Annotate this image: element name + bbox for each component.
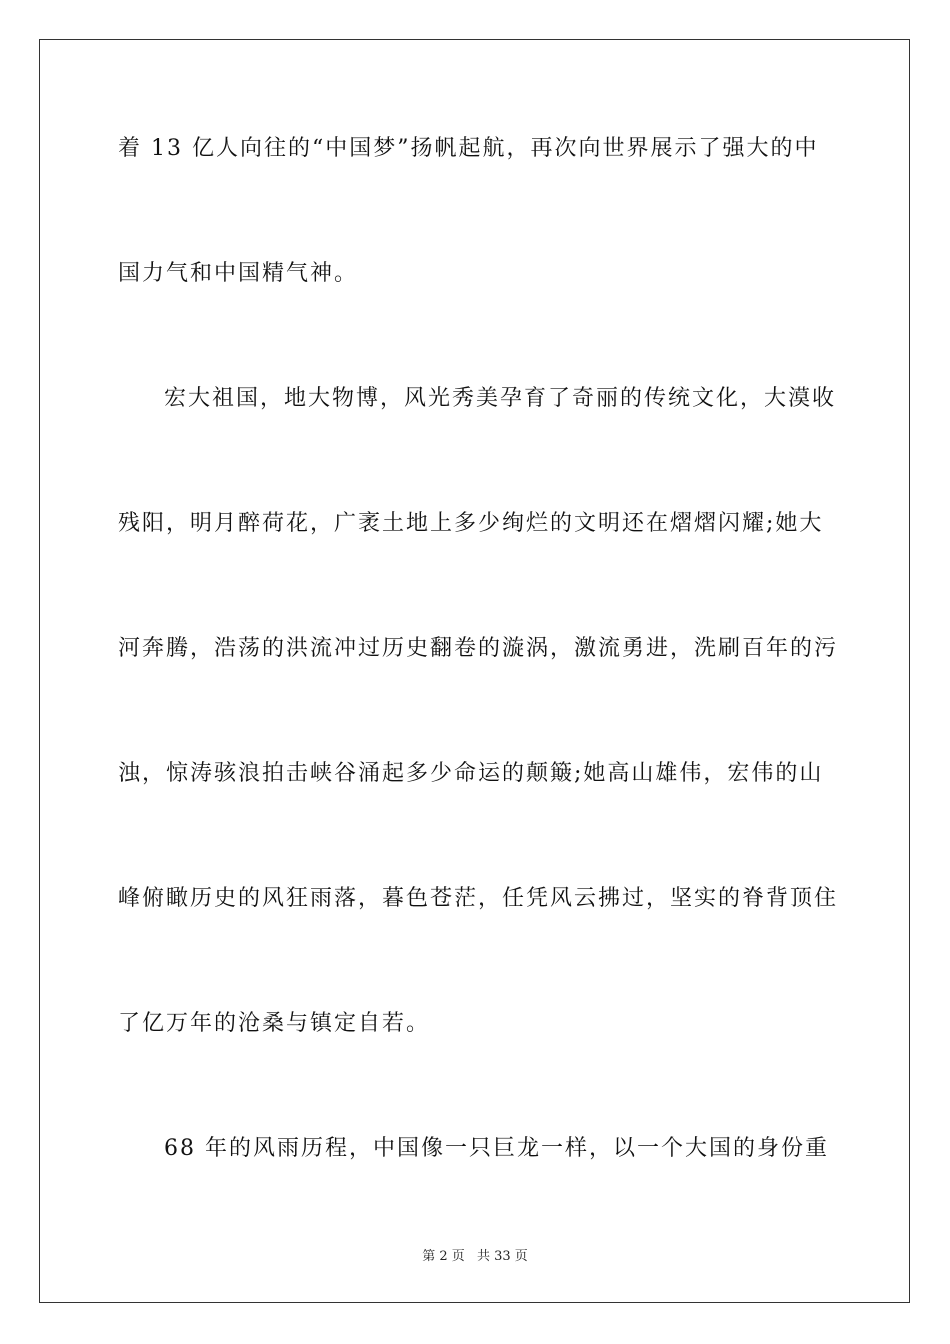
paragraph-2-line-3: 河奔腾，浩荡的洪流冲过历史翻卷的漩涡，激流勇进，洗刷百年的污 [118, 636, 838, 661]
paragraph-2-line-2: 残阳，明月醉荷花，广袤土地上多少绚烂的文明还在熠熠闪耀;她大 [118, 511, 824, 536]
paragraph-2-line-6: 了亿万年的沧桑与镇定自若。 [118, 1011, 431, 1036]
paragraph-1-line-1: 着 13 亿人向往的“中国梦”扬帆起航，再次向世界展示了强大的中 [118, 136, 819, 161]
paragraph-1-line-2: 国力气和中国精气神。 [118, 261, 359, 286]
page-total: 共 33 页 [476, 1249, 528, 1264]
paragraph-2-line-5: 峰俯瞰历史的风狂雨落，暮色苍茫，任凭风云拂过，坚实的脊背顶住 [118, 886, 838, 911]
paragraph-2-line-1: 宏大祖国，地大物博，风光秀美孕育了奇丽的传统文化，大漠收 [164, 386, 837, 411]
paragraph-3-line-1: 68 年的风雨历程，中国像一只巨龙一样，以一个大国的身份重 [164, 1136, 829, 1161]
paragraph-2-line-4: 浊，惊涛骇浪拍击峡谷涌起多少命运的颠簸;她高山雄伟，宏伟的山 [118, 761, 824, 786]
page-footer [0, 1248, 950, 1266]
page-border [39, 39, 910, 1303]
page-number: 第 2 页 [422, 1249, 465, 1264]
